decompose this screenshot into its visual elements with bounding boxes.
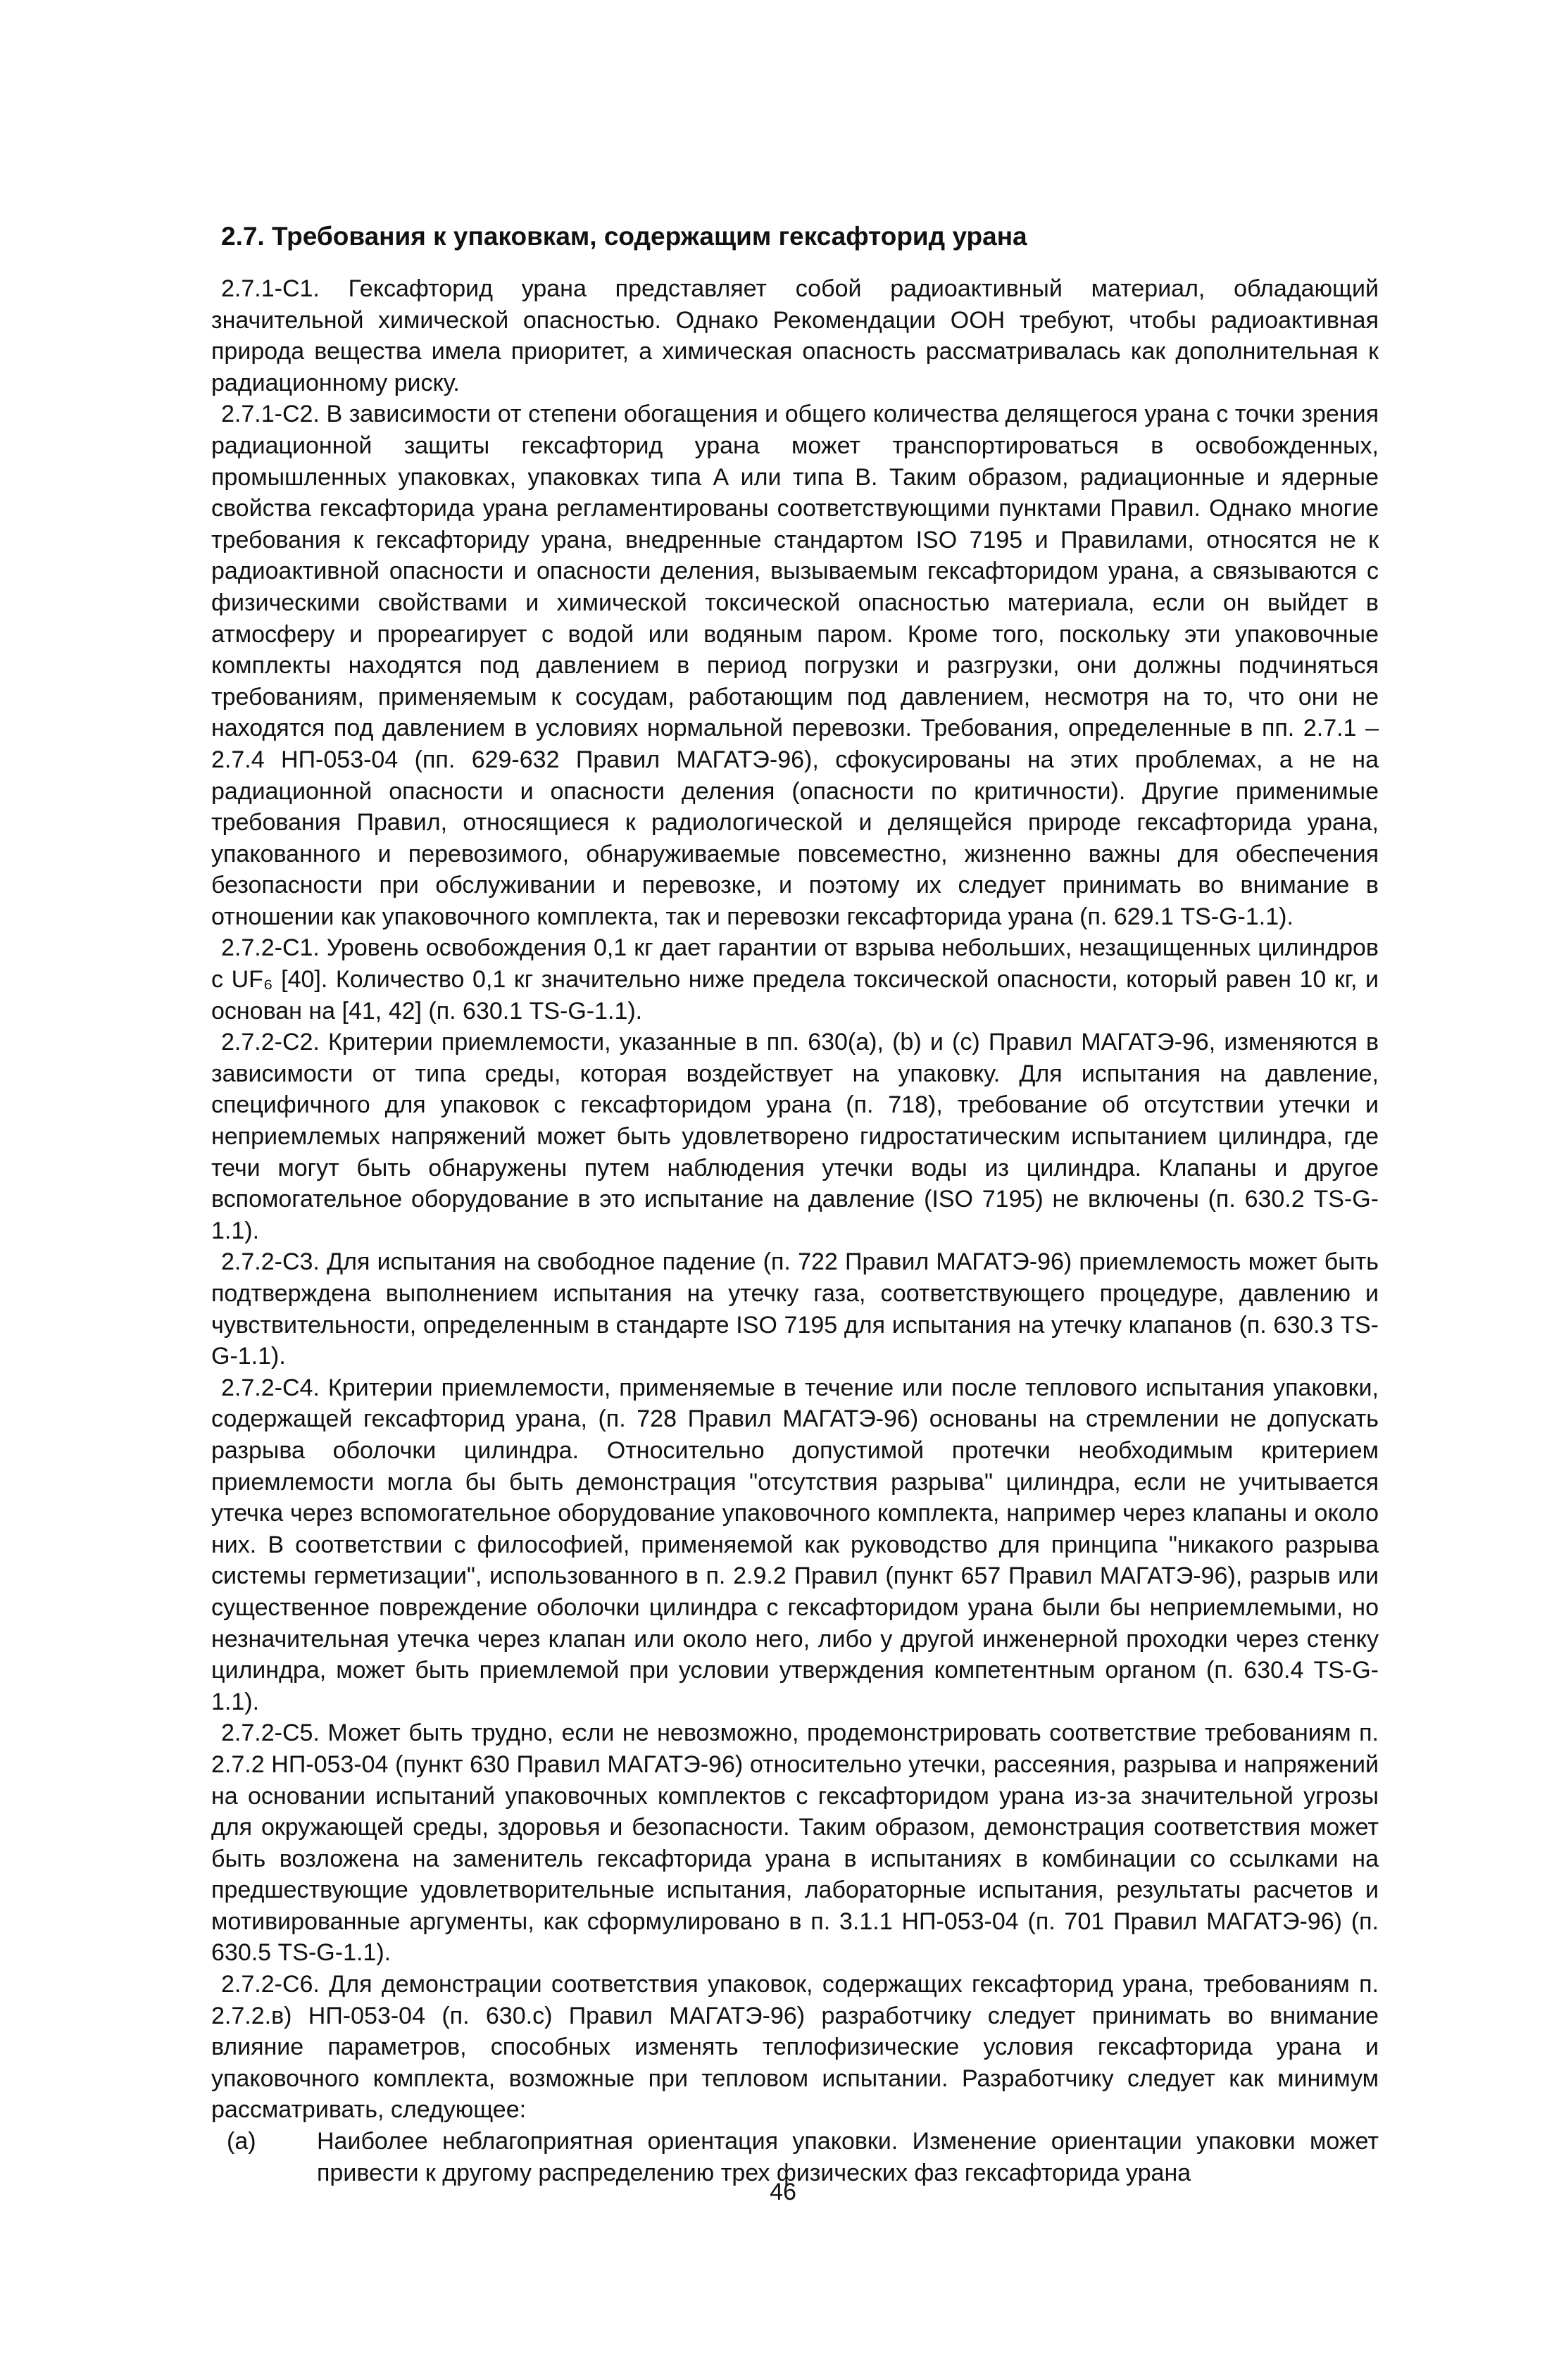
paragraph-2-7-2-c6: 2.7.2-С6. Для демонстрации соответствия упаковок, содержащих гексафторид урана, требованиям п. 2.7.2.в) НП-053-04 (п. 630.c) Правил МАГАТЭ-96) разработчику следует принимать во внимание влияние параметров, способных изменять теплофизические условия гексафторида урана и упаковочного комплекта, возможные при тепловом испытании. Разработчику следует как минимум рассматривать, следующее: xyxy=(211,1971,1379,2124)
paragraph-2-7-1-c1: 2.7.1-С1. Гексафторид урана представляет собой радиоактивный материал, обладающий значительной химической опасностью. Однако Рекомендации ООН требуют, чтобы радиоактивная природа вещества имела приоритет, а химическая опасность рассматривалась как дополнительная к радиационному риску. xyxy=(211,275,1379,396)
paragraph-2-7-2-c2: 2.7.2-С2. Критерии приемлемости, указанные в пп. 630(a), (b) и (c) Правил МАГАТЭ-96, изменяются в зависимости от типа среды, которая воздействует на упаковку. Для испытания на давление, специфичного для упаковок с гексафторидом урана (п. 718), требование об отсутствии утечки и неприемлемых напряжений может быть удовлетворено гидростатическим испытанием цилиндра, где течи могут быть обнаружены путем наблюдения утечки воды из цилиндра. Клапаны и другое вспомогательное оборудование в это испытание на давление (ISO 7195) не включены (п. 630.2 TS-G-1.1). xyxy=(211,1029,1379,1244)
page-number: 46 xyxy=(770,2179,796,2205)
list-item-text: Наиболее неблагоприятная ориентация упаковки. Изменение ориентации упаковки может привести к другому распределению трех физических фаз гексафторида урана xyxy=(317,2128,1379,2186)
paragraph-2-7-2-c4: 2.7.2-С4. Критерии приемлемости, применяемые в течение или после теплового испытания упаковки, содержащей гексафторид урана, (п. 728 Правил МАГАТЭ-96) основаны на стремлении не допускать разрыва оболочки цилиндра. Относительно допустимой протечки необходимым критерием приемлемости могла бы быть демонстрация "отсутствия разрыва" цилиндра, если не учитывается утечка через вспомогательное оборудование упаковочного комплекта, например через клапаны и около них. В соответствии с философией, применяемой как руководство для принципа "никакого разрыва системы герметизации", использованного в п. 2.9.2 Правил (пункт 657 Правил МАГАТЭ-96), разрыв или существенное повреждение оболочки цилиндра с гексафторидом урана были бы неприемлемыми, но незначительная утечка через клапан или около него, либо у другой инженерной проходки через стенку цилиндра, может быть приемлемой при условии утверждения компетентным органом (п. 630.4 TS-G-1.1). xyxy=(211,1374,1379,1715)
list-item-label: (a) xyxy=(227,2128,256,2155)
paragraph-2-7-2-c1: 2.7.2-С1. Уровень освобождения 0,1 кг дает гарантии от взрыва небольших, незащищенных цилиндров с UF₆ [40]. Количество 0,1 кг значительно ниже предела токсической опасности, который равен 10 кг, и основан на [41, 42] (п. 630.1 TS-G-1.1). xyxy=(211,934,1379,1025)
section-heading: 2.7. Требования к упаковкам, содержащим гексафторид урана xyxy=(221,222,1027,251)
paragraph-2-7-2-c5: 2.7.2-С5. Может быть трудно, если не невозможно, продемонстрировать соответствие требованиям п. 2.7.2 НП-053-04 (пункт 630 Правил МАГАТЭ-96) относительно утечки, рассеяния, разрыва и напряжений на основании испытаний упаковочных комплектов с гексафторидом урана из-за значительной угрозы для окружающей среды, здоровья и безопасности. Таким образом, демонстрация соответствия может быть возложена на заменитель гексафторида урана в испытаниях в комбинации со ссылками на предшествующие удовлетворительные испытания, лабораторные испытания, результаты расчетов и мотивированные аргументы, как сформулировано в п. 3.1.1 НП-053-04 (п. 701 Правил МАГАТЭ-96) (п. 630.5 TS-G-1.1). xyxy=(211,1720,1379,1967)
paragraph-2-7-2-c3: 2.7.2-С3. Для испытания на свободное падение (п. 722 Правил МАГАТЭ-96) приемлемость может быть подтверждена выполнением испытания на утечку газа, соответствующего процедуре, давлению и чувствительности, определенным в стандарте ISO 7195 для испытания на утечку клапанов (п. 630.3 TS-G-1.1). xyxy=(211,1248,1379,1370)
paragraph-2-7-1-c2: 2.7.1-С2. В зависимости от степени обогащения и общего количества делящегося урана с точки зрения радиационной защиты гексафторид урана может транспортироваться в освобожденных, промышленных упаковках, упаковках типа А или типа В. Таким образом, радиационные и ядерные свойства гексафторида урана регламентированы соответствующими пунктами Правил. Однако многие требования к гексафториду урана, внедренные стандартом ISO 7195 и Правилами, относятся не к радиоактивной опасности и опасности деления, вызываемым гексафторидом урана, а связываются с физическими свойствами и химической токсической опасностью материала, если он выйдет в атмосферу и прореагирует с водой или водяным паром. Кроме того, поскольку эти упаковочные комплекты находятся под давлением в период погрузки и разгрузки, они должны подчиняться требованиям, применяемым к сосудам, работающим под давлением, несмотря на то, что они не находятся под давлением в условиях нормальной перевозки. Требования, определенные в пп. 2.7.1 – 2.7.4 НП-053-04 (пп. 629-632 Правил МАГАТЭ-96), сфокусированы на этих проблемах, а не на радиационной опасности и опасности деления (опасности по критичности). Другие применимые требования Правил, относящиеся к радиологической и делящейся природе гексафторида урана, упакованного и перевозимого, обнаруживаемые повсеместно, жизненно важны для обеспечения безопасности при обслуживании и перевозке, и поэтому их следует принимать во внимание в отношении как упаковочного комплекта, так и перевозки гексафторида урана (п. 629.1 TS-G-1.1). xyxy=(211,401,1379,930)
document-body xyxy=(211,220,1379,2188)
